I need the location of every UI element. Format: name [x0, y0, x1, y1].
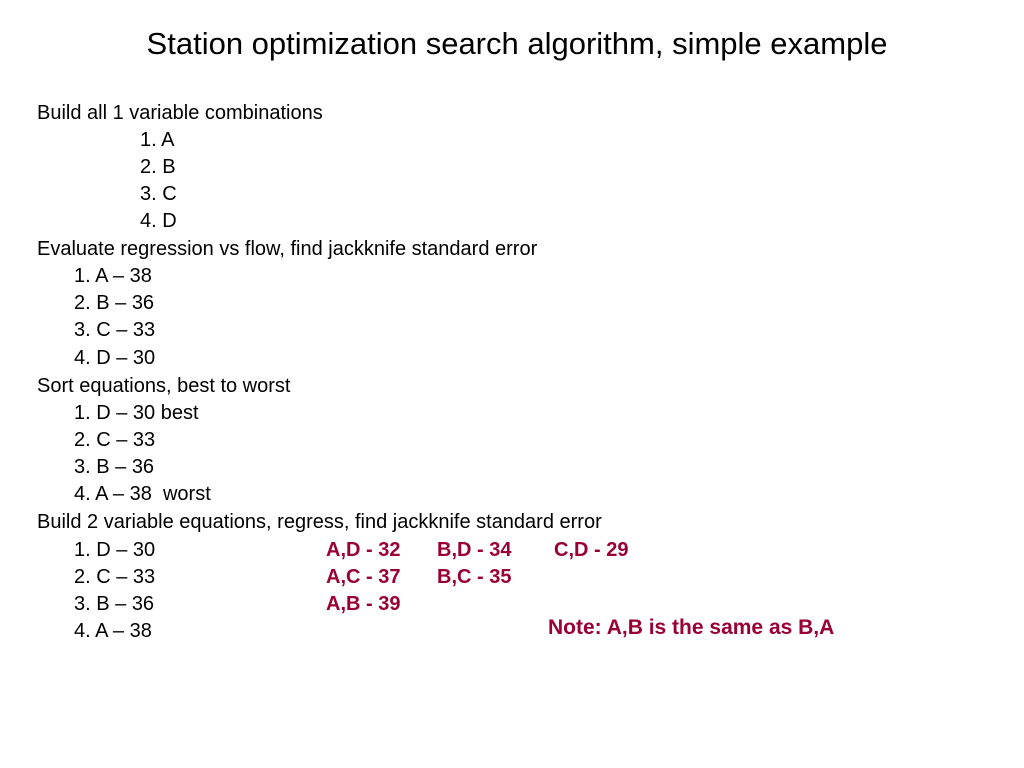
evaluate-item: 1. A – 38 — [74, 265, 152, 287]
sort-item: 1. D – 30 best — [74, 402, 199, 424]
build1-item: 1. A — [140, 129, 175, 151]
build2-heading: Build 2 variable equations, regress, find jackknife standard error — [37, 511, 602, 533]
combination-cd: C,D - 29 — [554, 539, 629, 561]
combination-ab: A,B - 39 — [326, 593, 401, 615]
slide-title: Station optimization search algorithm, simple example — [146, 26, 888, 61]
evaluate-item: 2. B – 36 — [74, 292, 155, 314]
build2-item: 3. B – 36 — [74, 593, 155, 615]
combination-ac: A,C - 37 — [326, 566, 401, 588]
note-text: Note: A,B is the same as B,A — [548, 616, 835, 639]
combination-bd: B,D - 34 — [437, 539, 512, 561]
build1-item: 4. D — [140, 210, 177, 232]
sort-heading: Sort equations, best to worst — [37, 375, 291, 397]
sort-item: 3. B – 36 — [74, 456, 155, 478]
evaluate-heading: Evaluate regression vs flow, find jackknife standard error — [37, 238, 538, 260]
evaluate-item: 4. D – 30 — [74, 347, 156, 369]
evaluate-item: 3. C – 33 — [74, 319, 156, 341]
build1-item: 2. B — [140, 156, 176, 178]
build2-item: 1. D – 30 — [74, 539, 156, 561]
sort-item: 2. C – 33 — [74, 429, 156, 451]
build2-item: 2. C – 33 — [74, 566, 156, 588]
combination-bc: B,C - 35 — [437, 566, 512, 588]
build1-heading: Build all 1 variable combinations — [37, 102, 323, 124]
combination-ad: A,D - 32 — [326, 539, 401, 561]
sort-item: 4. A – 38 worst — [74, 483, 211, 505]
build1-item: 3. C — [140, 183, 177, 205]
build2-item: 4. A – 38 — [74, 620, 152, 642]
